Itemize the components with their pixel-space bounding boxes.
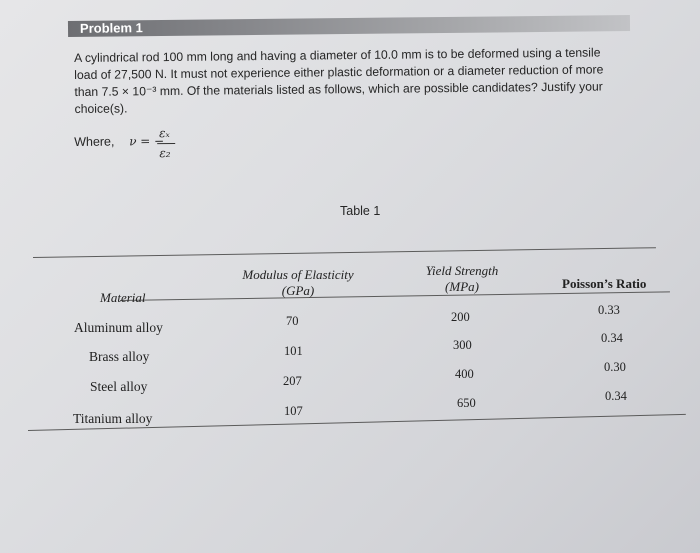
fraction-bar: [157, 143, 175, 144]
problem-header-label: Problem 1: [79, 20, 143, 36]
cell-modulus: 207: [283, 374, 302, 388]
problem-line: load of 27,500 N. It must not experience either plastic deformation or a diameter reduction of more: [74, 62, 604, 82]
formula-numerator: εₓ: [158, 125, 170, 141]
formula-denominator: ε₂: [159, 145, 171, 161]
problem-statement: [74, 44, 645, 118]
cell-modulus: 107: [284, 404, 303, 418]
problem-line: choice(s).: [74, 101, 128, 116]
problem-header-bar: [68, 15, 630, 37]
problem-line: A cylindrical rod 100 mm long and having a diameter of 10.0 mm is to be deformed using a tensile: [74, 45, 601, 65]
cell-material: Titanium alloy: [73, 411, 153, 426]
where-label: Where,: [74, 134, 115, 149]
table-top-rule: [33, 247, 656, 258]
table-header-rule: [120, 291, 670, 301]
cell-yield: 650: [457, 396, 476, 410]
header-yield-line1: Yield Strength: [425, 263, 499, 278]
cell-poisson: 0.34: [605, 389, 627, 403]
header-yield-line2: (MPa): [445, 279, 479, 294]
header-poisson: Poisson’s Ratio: [562, 276, 647, 291]
formula-fraction: [129, 125, 179, 166]
cell-poisson: 0.34: [601, 331, 623, 345]
header-modulus-line2: (GPa): [281, 283, 315, 298]
problem-line: than 7.5 × 10⁻³ mm. Of the materials listed as follows, which are possible candidates? Justify your: [74, 79, 603, 99]
table-title: Table 1: [340, 204, 381, 218]
header-modulus: [228, 267, 368, 299]
cell-yield: 400: [455, 367, 474, 381]
cell-poisson: 0.33: [598, 303, 620, 317]
header-yield: [412, 263, 512, 295]
formula-symbol: ν = −: [129, 134, 165, 149]
cell-modulus: 101: [284, 344, 303, 358]
cell-material: Steel alloy: [90, 379, 148, 394]
header-material: Material: [100, 290, 146, 305]
cell-yield: 300: [453, 338, 472, 352]
cell-material: Aluminum alloy: [74, 320, 163, 335]
cell-poisson: 0.30: [604, 360, 626, 374]
cell-yield: 200: [451, 310, 470, 324]
header-modulus-line1: Modulus of Elasticity: [242, 267, 354, 282]
cell-material: Brass alloy: [89, 349, 150, 364]
cell-modulus: 70: [286, 314, 299, 328]
